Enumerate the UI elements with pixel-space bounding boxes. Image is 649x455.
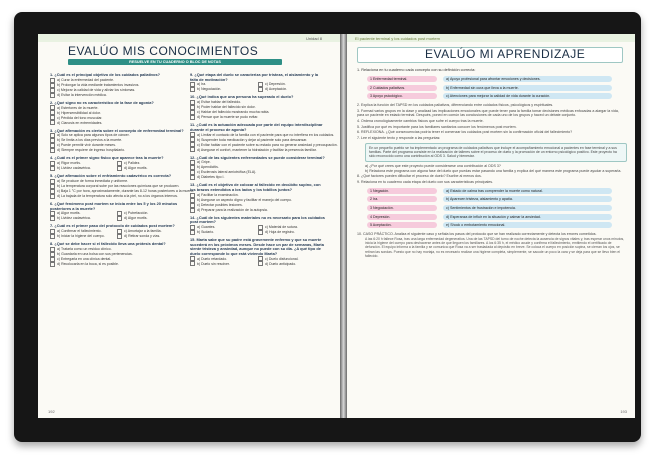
checkbox-icon[interactable] <box>190 175 195 180</box>
question-text: 2. ¿Qué signo no es característico de la fase de agonía? <box>50 99 154 105</box>
question-text: 8. ¿Qué se debe hacer si el fallecido lleva una prótesis dental? <box>50 241 166 247</box>
definition-cell: e) Shock o embotamiento emocional. <box>443 222 612 228</box>
question <box>50 129 184 154</box>
table-row <box>367 187 612 196</box>
answer-option-label: a) Facilitar la examinación. <box>197 192 239 197</box>
answer-option-label: c) Evitar hablar con el paciente sobre su estado para no generar ansiedad y preocupación. <box>197 142 338 147</box>
question <box>50 202 184 221</box>
quote-text: En un pequeño pueblo se ha implementado un programa de cuidados paliativos que incluye el acompañamiento emocional a pacientes en fase terminal y a sus familias. Parte del programa consiste en la realización de talleres sobre el proceso de duelo y la promoción de un entorno psicológico positivo. Este proyecto ha sido reconocido como una contribución al ODS 3. Salud y bienestar. <box>369 145 617 159</box>
quote-box <box>365 143 627 162</box>
questions-column-1 <box>50 72 195 270</box>
checkbox-icon[interactable] <box>117 216 122 221</box>
definition-cell: a) Apoyo profesional para afrontar emociones y decisiones. <box>443 76 612 82</box>
left-top-band <box>38 34 340 42</box>
left-page <box>38 34 340 418</box>
question <box>190 216 326 235</box>
quote-question: b) Relaciona este programa con alguna fase del duelo que puedas estar pasando una familia y explica del qué manera este programa puede ayudar a superarla. <box>365 169 622 174</box>
option-pair <box>50 166 184 171</box>
checkbox-icon[interactable] <box>50 93 55 98</box>
answer-option-label: c) Putrefacción. <box>124 211 149 216</box>
option-pair <box>190 230 326 235</box>
answer-option-label: b) Lividez cadavérica. <box>57 166 91 171</box>
answer-option-label: a) Evitar hablar del fallecido. <box>197 100 242 105</box>
subtitle: RESUELVE EN TU CUADERNO O BLOC DE NOTAS <box>129 60 221 64</box>
grief-stages-table <box>367 187 612 230</box>
unit-label: Unidad 8 <box>305 36 322 41</box>
definition-cell: c) Atenciones para mejorar la calidad de vida durante la curación. <box>443 93 612 99</box>
answer-option-label: b) Negociación. <box>197 87 222 92</box>
answer-option-label: d) Recolocarla en la boca, si es posible. <box>57 261 119 266</box>
answer-option[interactable] <box>50 262 184 267</box>
checkbox-icon[interactable] <box>190 230 195 235</box>
checkbox-icon[interactable] <box>190 147 195 152</box>
option-pair <box>190 87 326 92</box>
answer-option-label: a) Duelo retardado. <box>197 256 228 261</box>
answer-option[interactable] <box>50 189 195 194</box>
answer-option-label: a) Tratarla como un residuo clínico. <box>57 246 112 251</box>
checkbox-icon[interactable] <box>258 230 263 235</box>
answer-option-label: c) Amortajar a la familia. <box>124 229 162 234</box>
definition-cell: b) Aparecen tristeza, aislamiento y apatía. <box>443 196 612 202</box>
answer-option-label: c) Detectar posibles lesiones. <box>197 202 243 207</box>
answer-option-label: b) Asegurar un aspecto digno y facilitar el manejo del cuerpo. <box>197 197 292 202</box>
activity-text: 4. Ordena cronológicamente cambios físicos que sufre el cuerpo tras la muerte. <box>357 118 484 123</box>
table-row <box>367 75 612 84</box>
answer-option-label: b) Iniciar la higiene del cuerpo. <box>57 234 105 239</box>
page-title: EVALÚO MIS CONOCIMIENTOS <box>68 44 259 58</box>
answer-option[interactable] <box>190 261 258 266</box>
answer-option-label: d) Hoja de registro. <box>265 230 295 235</box>
answer-option-label: d) Preparar para la realización de la autopsia. <box>197 207 268 212</box>
table-row <box>367 204 612 213</box>
activity-text: 6. REFLEXIONA. ¿Qué consecuencias podría tener el comenzar los cuidados post mortem sin la confirmación oficial del fallecimiento? <box>357 130 573 135</box>
answer-option[interactable] <box>190 87 258 92</box>
checkbox-icon[interactable] <box>50 166 55 171</box>
activities <box>357 68 627 258</box>
answer-option-label: a) Solo se aplica para algunos tipos de cáncer. <box>57 133 130 138</box>
checkbox-icon[interactable] <box>258 261 263 266</box>
answer-option[interactable] <box>190 175 326 180</box>
question <box>190 238 326 266</box>
answer-option-label: d) Aceptación. <box>265 87 288 92</box>
question <box>190 122 338 152</box>
question-text: 13. ¿Cuál es el objetivo de colocar al fallecido en decúbito supino, con los brazos extendidos a los lados y los tobillos juntos? <box>190 182 321 192</box>
answer-option[interactable] <box>117 234 184 239</box>
question <box>190 95 326 120</box>
answer-option[interactable] <box>258 230 326 235</box>
answer-option-label: d) Retirar sonda y vías. <box>124 234 161 239</box>
answer-option[interactable] <box>190 142 338 147</box>
answer-option-label: c) Hablar del fallecido mostrando mucha rabia. <box>197 110 270 115</box>
answer-option[interactable] <box>50 184 184 189</box>
right-title: EVALÚO MI APRENDIZAJE <box>425 47 586 61</box>
answer-option[interactable] <box>50 234 117 239</box>
answer-option-label: d) Pensar que la muerte se pudo evitar. <box>197 115 259 120</box>
question <box>190 183 326 212</box>
answer-option-label: c) Duelo disfuncional. <box>265 256 299 261</box>
answer-option[interactable] <box>117 166 184 171</box>
question-text: 14. ¿Cuál de los siguientes materiales no es necesario para los cuidados post mortem? <box>190 214 325 225</box>
definition-cell: a) Estado de calma tras comprender la muerte como natural. <box>443 188 612 194</box>
activities-2-7 <box>357 103 627 141</box>
activities-8-9 <box>357 174 627 184</box>
answer-option[interactable] <box>190 230 258 235</box>
answer-option-label: a) Ira. <box>197 82 207 87</box>
answer-option-label: a) Limitar el contacto de la familia con el paciente para que no interfiera en los cuidados. <box>197 132 335 137</box>
answer-option-label: d) Diabetes tipo I. <box>197 175 225 180</box>
activity-1-text: 1. Relaciona en tu cuaderno cada concepto con su definición correcta: <box>357 68 476 72</box>
term-cell: 3 Apoyo psicológico. <box>367 93 437 99</box>
table-row <box>367 195 612 204</box>
answer-option-label: b) Apendicitis. <box>197 165 219 170</box>
activity-text: 5. Justifica por qué es importante para los familiares sanitarios conocer los fenómenos post mortem. <box>357 124 517 129</box>
table-row <box>367 212 612 221</box>
answer-option-label: c) Esclerosis lateral amiotrófica (ELA). <box>197 170 257 175</box>
answer-option-label: a) Confirmar el fallecimiento. <box>57 229 102 234</box>
activity-text: 7. Lee el siguiente texto y responde a las preguntas: <box>357 136 441 141</box>
question <box>50 173 195 199</box>
activity-text: 2. Explica la función del TAPSD en los cuidados paliativos, diferenciando entre cuidados físicos, psicológicos y espirituales. <box>357 102 554 107</box>
answer-option[interactable] <box>258 87 326 92</box>
checkbox-icon[interactable] <box>50 148 55 153</box>
book-spine <box>340 34 347 418</box>
answer-option-label: b) Lividez cadavérica. <box>57 216 91 221</box>
definition-cell: d) Esperanza de influir en la situación y calmar la ansiedad. <box>443 214 612 220</box>
answer-option-label: a) Gripe. <box>197 160 211 165</box>
quote-questions <box>365 164 627 174</box>
answer-option[interactable] <box>190 115 326 120</box>
table-row <box>367 84 612 93</box>
answer-option-label: d) Siempre requiere de ingreso hospitalario. <box>57 148 126 153</box>
answer-option-label: d) Algor mortis. <box>124 166 148 171</box>
answer-option-label: d) Algor mortis. <box>124 216 148 221</box>
question <box>50 101 184 126</box>
term-cell: 5 Aceptación. <box>367 222 437 228</box>
answer-option-label: d) Evitar la intervención médica. <box>57 92 107 97</box>
answer-option-label: a) Se produce de forma inmediata y uniforme. <box>57 179 129 184</box>
answer-option[interactable] <box>190 147 326 152</box>
concept-table <box>367 75 612 101</box>
answer-option-label: c) Puede permitir vivir durante meses. <box>57 143 116 148</box>
checkbox-icon[interactable] <box>190 115 195 120</box>
checkbox-icon[interactable] <box>190 261 195 266</box>
answer-option[interactable] <box>50 216 117 221</box>
checkbox-icon[interactable] <box>50 216 55 221</box>
question <box>50 242 184 267</box>
page-number-right: 193 <box>620 409 627 414</box>
answer-option[interactable] <box>117 216 184 221</box>
answer-option-label: d) Duelo anticipado. <box>265 261 297 266</box>
term-cell: 1 Enfermedad terminal. <box>367 76 437 82</box>
question <box>50 73 184 98</box>
term-cell: 2 Cuidados paliativos. <box>367 85 437 91</box>
answer-option[interactable] <box>50 166 117 171</box>
answer-option-label: b) Poder hablar del fallecido sin dolor. <box>197 105 256 110</box>
term-cell: 2 Ira. <box>367 196 437 202</box>
answer-option-label: d) Cianosis en extremidades. <box>57 120 103 125</box>
answer-option-label: d) La bajada de la temperatura solo afecta a la piel, no a los órganos internos. <box>57 194 179 199</box>
question-text: 3. ¿Qué afirmación es cierta sobre el concepto de enfermedad terminal? <box>50 127 184 133</box>
question-text: 10. ¿Qué indica que una persona ha superado el duelo? <box>190 94 294 100</box>
answer-option[interactable] <box>50 194 184 199</box>
checkbox-icon[interactable] <box>190 87 195 92</box>
answer-option[interactable] <box>190 132 335 137</box>
answer-option-label: b) Guardarla en una bolsa con sus pertenencias. <box>57 251 133 256</box>
answer-option-label: c) Pérdida del tono muscular. <box>57 115 103 120</box>
quote-question: a) ¿Por qué crees que este proyecto puede considerarse una contribución al ODS 3? <box>365 163 501 168</box>
answer-option[interactable] <box>190 137 326 142</box>
checkbox-icon[interactable] <box>258 87 263 92</box>
page-number-left: 192 <box>48 409 55 414</box>
book <box>14 12 641 442</box>
question-text: 15. Marta sabe que su padre está gravemente enfermo y que su muerte sucederá en los próximos meses. Desde hace un par de semanas, Marta siente tristeza y ansiedad, aunque no puede con su día. ¿A qué tipo de duelo corresponde lo que está viviendo Marta? <box>190 237 324 256</box>
table-row <box>367 92 612 101</box>
option-pair <box>50 234 184 239</box>
questions-column-2 <box>190 72 338 270</box>
question-text: 9. ¿Qué etapa del duelo se caracteriza por tristeza, el aislamiento y la falta de motivación? <box>190 72 319 82</box>
question <box>190 73 326 92</box>
question-text: 12. ¿Cuál de las siguientes enfermedades se puede considerar terminal? <box>190 154 325 160</box>
question-text: 6. ¿Qué fenómeno post mortem se inicia entre los 5 y los 20 minutos posteriores a la muerte? <box>50 200 178 211</box>
question-text: 5. ¿Qué afirmación sobre el enfriamiento cadavérico es correcta? <box>50 173 172 179</box>
answer-option[interactable] <box>50 120 184 125</box>
answer-option-label: c) Baja 1 °C por hora, aproximadamente, durante las 8-12 horas posteriores a la muerte. <box>57 189 195 194</box>
table-row <box>367 221 612 230</box>
answer-option-label: c) Mejorar la calidad de vida y aliviar los síntomas. <box>57 87 136 92</box>
answer-option-label: c) Entregarla en una clínica dental. <box>57 256 112 261</box>
checkbox-icon[interactable] <box>190 208 195 213</box>
answer-option-label: a) Guantes. <box>197 225 216 230</box>
activity-text: 9. Relaciona en tu cuaderno cada etapa del duelo con sus características principales. <box>357 180 494 185</box>
answer-option[interactable] <box>258 261 326 266</box>
checkbox-icon[interactable] <box>50 262 55 267</box>
answer-option-label: b) La temperatura corporal sube por las reacciones químicas que se producen. <box>57 184 180 189</box>
option-pair <box>190 261 326 266</box>
case-text: A las 6:20 h fallece Rosa, tras una larga enfermedad degenerativa. Una de las TAPSD del turno de noche detecta la ausencia de signos vitales y, tras esperar unos minutos, inicia la higiene del cuerpo para deshacerse antes de que lleguen los familiares. A los 6:35 h, el médico acude y confirma el fallecimiento, emitiendo el certificado de defunción. El equipo informa a la familia y se comunica que Rosa va a ser trasladada al depósito en breve. Se coloca el cuerpo en posición supina, se cierran los ojos, se retiran las sondas. Puesto que no hay mortaja, no es necesario realizar una higiene completa, simplemente, se sacude un poco la cara y se deja para que se llevo bien el fallecido. <box>365 236 625 258</box>
term-cell: 3 Negociación. <box>367 205 437 211</box>
term-cell: 1 Negación. <box>367 188 437 194</box>
answer-option[interactable] <box>50 93 184 98</box>
checkbox-icon[interactable] <box>117 234 122 239</box>
answer-option-label: c) Palidez. <box>124 161 141 166</box>
chapter-header: El paciente terminal y los cuidados post mortem <box>355 36 440 41</box>
answer-option-label: a) Estertores de la muerte. <box>57 105 99 110</box>
question-text: 4. ¿Cuál es el primer signo físico que aparece tras la muerte? <box>50 155 164 161</box>
checkbox-icon[interactable] <box>50 194 55 199</box>
question <box>190 156 326 181</box>
answer-option-label: a) Rigor mortis. <box>57 161 81 166</box>
definition-cell: c) Sentimientos de frustración e impotencia. <box>443 205 612 211</box>
answer-option-label: b) Se limita a los días previos a la muerte. <box>57 138 123 143</box>
answer-option-label: c) Depresión. <box>265 82 286 87</box>
answer-option[interactable] <box>50 148 184 153</box>
answer-option-label: b) Sudario. <box>197 230 215 235</box>
answer-option-label: b) Duelo sin resolver. <box>197 261 230 266</box>
activity-10-text: 10. CASO PRÁCTICO. Analiza el siguiente caso y señala los pasos del protocolo que se han realizado correctamente y detecta los errores cometidos. <box>357 231 597 236</box>
definition-cell: b) Enfermedad sin cura que lleva a la muerte. <box>443 85 612 91</box>
answer-option-label: b) Hipersensibilidad al dolor. <box>57 110 101 115</box>
answer-option-label: a) Curar la enfermedad del paciente. <box>57 77 115 82</box>
checkbox-icon[interactable] <box>117 166 122 171</box>
answer-option[interactable] <box>190 208 326 213</box>
checkbox-icon[interactable] <box>50 120 55 125</box>
activity-text: 3. Formad varios grupos en la clase y analizad las implicaciones emocionales que puede tener para la familia tomar decisiones médicas enfocadas a alargar la vida, para un paciente en estado terminal. Después, poned en común las conclusiones de cada uno de los grupos y haced un debate conjunto. <box>357 108 619 117</box>
checkbox-icon[interactable] <box>50 234 55 239</box>
question-text: 1. ¿Cuál es el principal objetivo de los cuidados paliativos? <box>50 72 161 77</box>
question-text: 11. ¿Cuál es la actuación adecuada por parte del equipo interdisciplinar durante el proceso de agonía? <box>190 122 323 132</box>
answer-option-label: b) Suspender toda medicación y dejar al paciente solo para descansar. <box>197 137 308 142</box>
answer-option-label: d) Asegurar el confort, mantener la hidratación y facilitar la presencia familiar. <box>197 147 317 152</box>
question-text: 7. ¿Cuál es el primer paso del protocolo de cuidados post mortem? <box>50 223 175 229</box>
activity-text: 8. ¿Qué factores pueden dificultar el proceso de duelo? Escribe al menos dos. <box>357 174 482 179</box>
question <box>50 156 184 171</box>
right-page <box>347 34 635 418</box>
option-pair <box>50 216 184 221</box>
answer-option-label: c) Material de sutura. <box>265 225 298 230</box>
term-cell: 4 Depresión. <box>367 214 437 220</box>
answer-option-label: b) Prolongar la vida mediante tratamientos invasivos. <box>57 82 140 87</box>
question <box>50 224 184 239</box>
answer-option-label: a) Algor mortis. <box>57 211 81 216</box>
